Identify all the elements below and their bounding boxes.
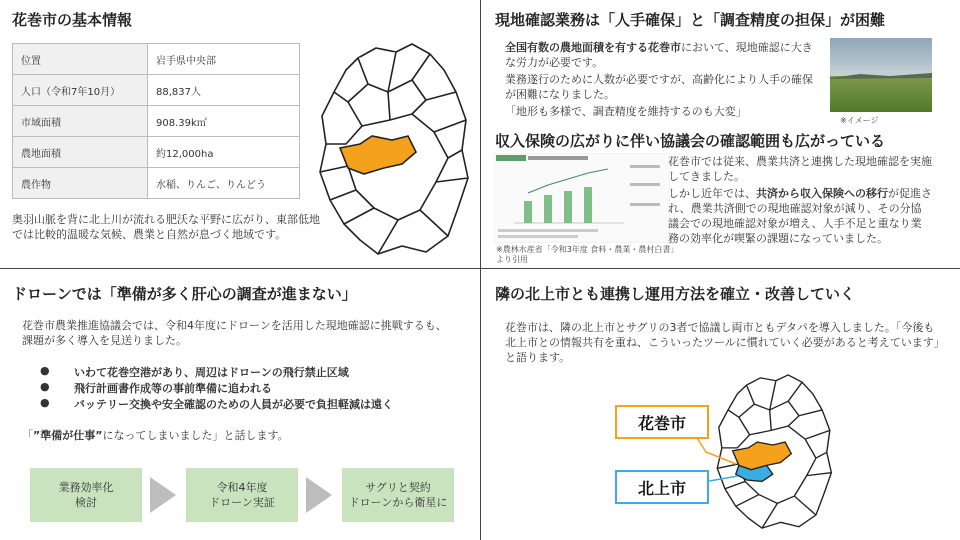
q2-p5-b: が促進され、農業共済側での現地確認対象が減り、その分協議会での現地確認対象が増え、人手不足と重なり業務の効率化が喫緊の課題になっていました。 — [668, 187, 932, 245]
bullet-dot: ● — [40, 364, 50, 377]
step-box-3: サグリと契約 ドローンから衛星に — [342, 468, 454, 522]
quote-a: 「 — [22, 429, 33, 442]
quote-bold: ”準備が仕事” — [33, 429, 103, 442]
iwate-map-hanamaki — [308, 40, 474, 262]
photo-note: ※イメージ — [840, 116, 879, 125]
table-row — [13, 106, 300, 137]
q3-title: ドローンでは「準備が多く肝心の調査が進まない」 — [12, 285, 357, 303]
vertical-divider — [480, 0, 481, 540]
reference-chart-image — [494, 153, 670, 243]
table-row — [13, 168, 300, 199]
q4-title: 隣の北上市とも連携し運用方法を確立・改善していく — [495, 285, 856, 303]
table-row — [13, 137, 300, 168]
q2-paragraph-5 — [668, 186, 932, 246]
table-label: 農作物 — [13, 168, 148, 199]
table-value: 88,837人 — [148, 75, 300, 106]
q2-paragraph-1 — [505, 40, 815, 70]
bullet-text: いわて花巻空港があり、周辺はドローンの飛行禁止区域 — [74, 366, 349, 379]
q3-quote — [22, 428, 442, 443]
table-label: 位置 — [13, 44, 148, 75]
q3-intro: 花巻市農業推進協議会では、令和4年度にドローンを活用した現地確認に挑戦するも、課題が多く導入を見送りました。 — [22, 319, 447, 347]
bullet-dot: ● — [40, 396, 50, 409]
q2-p5-a: しかし近年では、 — [668, 187, 756, 200]
chart-source-note: ※農林水産省「令和3年度 食料・農業・農村白書」より引用 — [496, 245, 675, 264]
step-box-1: 業務効率化 検討 — [30, 468, 142, 522]
q2-paragraph-3: 「地形も多様で、調査精度を維持するのも大変」 — [505, 105, 747, 118]
bullet-text: 飛行計画書作成等の事前準備に追われる — [74, 382, 272, 395]
q2-p1-bold: 全国有数の農地面積を有する花巻市 — [505, 41, 681, 54]
basic-info-table — [12, 43, 300, 199]
q2-p5-bold: 共済から収入保険への移行 — [756, 187, 888, 200]
q2-subtitle: 収入保険の広がりに伴い協議会の確認範囲も広がっている — [495, 132, 886, 150]
bullet-dot: ● — [40, 380, 50, 393]
table-row — [13, 44, 300, 75]
hanamaki-label: 花巻市 — [615, 405, 709, 439]
table-label: 市域面積 — [13, 106, 148, 137]
table-value: 岩手県中央部 — [148, 44, 300, 75]
table-value: 約12,000ha — [148, 137, 300, 168]
q2-paragraph-4: 花巻市では従来、農業共済と連携した現地確認を実施してきました。 — [668, 155, 932, 183]
table-value: 908.39k㎡ — [148, 106, 300, 137]
table-value: 水稲、りんご、りんどう — [148, 168, 300, 199]
q1-description: 奥羽山脈を背に北上川が流れる肥沃な平野に広がり、東部低地では比較的温暖な気候、農業と自然が息づく地域です。 — [12, 213, 320, 241]
horizontal-divider — [0, 268, 960, 269]
bullet-text: バッテリー交換や安全確認のための人員が必要で負担軽減は遠く — [74, 398, 393, 411]
step-box-2: 令和4年度 ドローン実証 — [186, 468, 298, 522]
farmland-photo — [830, 38, 932, 112]
q4-text: 花巻市は、隣の北上市とサグリの3者で協議し両市ともデタパを導入しました。「今後も北上市との情報共有を重ね、こういったツールに慣れていく必要があると考えています」と語ります。 — [505, 321, 945, 364]
q2-paragraph-2: 業務遂行のために人数が必要ですが、高齢化により人手の確保が困難になりました。 — [505, 73, 813, 101]
kitakami-label: 北上市 — [615, 470, 709, 504]
q1-title: 花巻市の基本情報 — [12, 11, 133, 29]
table-row — [13, 75, 300, 106]
arrow-right-icon — [306, 477, 332, 513]
q2-title: 現地確認業務は「人手確保」と「調査精度の担保」が困難 — [495, 11, 886, 29]
table-label: 人口（令和7年10月） — [13, 75, 148, 106]
table-label: 農地面積 — [13, 137, 148, 168]
arrow-right-icon — [150, 477, 176, 513]
q2-p1-rest: において、現地確認に大きな労力が必要です。 — [505, 41, 813, 69]
quote-b: になってしまいました」と話します。 — [102, 429, 289, 442]
